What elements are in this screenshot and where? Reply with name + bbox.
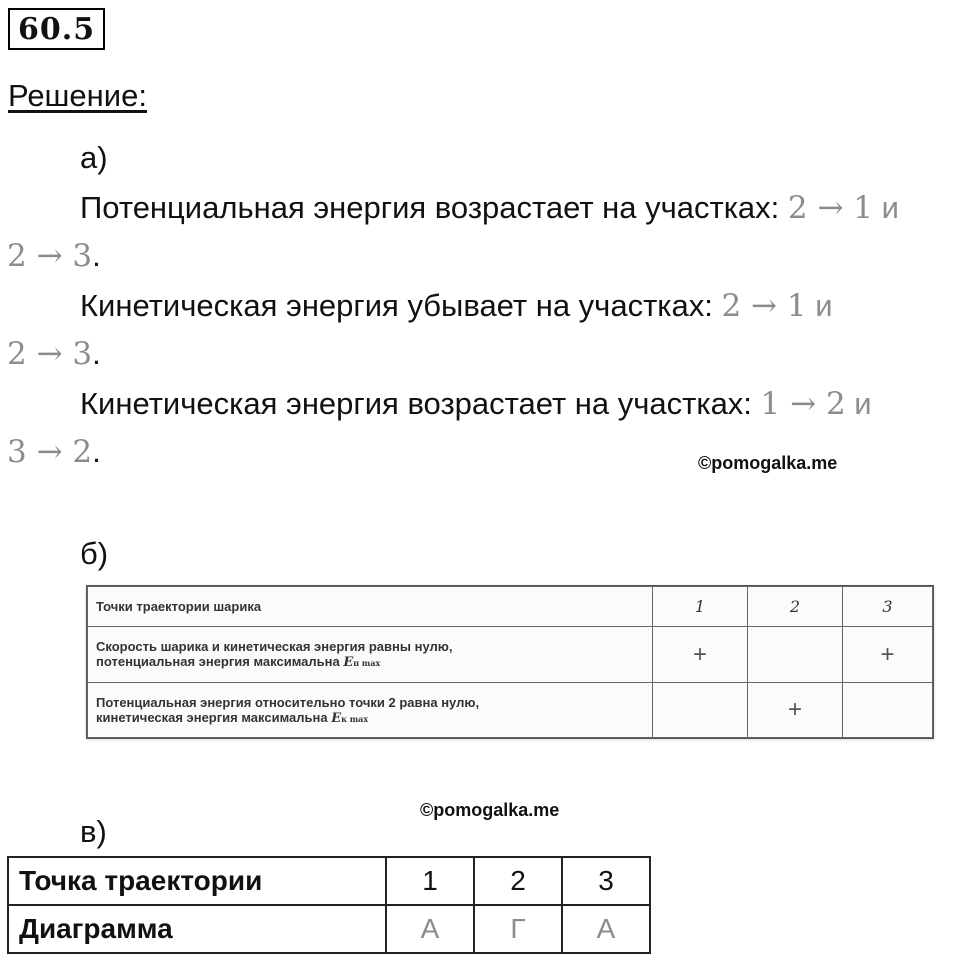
part-a-line-1-cont: [7, 236, 101, 276]
scan-row-2-mark-1: [653, 683, 748, 738]
part-a-line-1: [80, 188, 899, 228]
scanned-table: [86, 585, 934, 739]
scan-row-1-mark-1: +: [653, 627, 748, 683]
line-3-cont-math: 3 → 2: [7, 434, 93, 470]
part-a-line-2-cont: [7, 334, 101, 374]
line-1-period: .: [92, 238, 101, 273]
watermark-2: ©pomogalka.me: [420, 800, 560, 820]
line-1-cont-math: 2 → 3: [7, 238, 93, 274]
scan-row-2-line-1: Потенциальная энергия относительно точки 2 равна нулю,: [96, 694, 480, 710]
line-2-period: .: [92, 336, 101, 371]
row-2-label: Диаграмма: [8, 905, 386, 953]
line-1-math: 2 → 1: [787, 190, 874, 226]
part-a-line-3: [80, 384, 872, 424]
diagram-table: [7, 856, 651, 954]
row-1-label: Точка траектории: [8, 857, 386, 905]
line-3-period: .: [92, 434, 101, 469]
row-1-value-1: 1: [386, 857, 474, 905]
scan-col-3: 3: [843, 587, 933, 627]
row-2-value-2: Г: [474, 905, 562, 953]
scan-row-2-mark-2: +: [748, 683, 843, 738]
scan-row-1-line-1: Скорость шарика и кинетическая энергия равны нулю,: [96, 639, 453, 654]
scan-header-label: Точки траектории шарика: [88, 587, 653, 627]
line-1-text: Потенциальная энергия возрастает на участках:: [80, 190, 788, 225]
line-1-and: и: [873, 190, 899, 225]
line-3-text: Кинетическая энергия возрастает на участках:: [80, 386, 761, 421]
part-a-label: а): [80, 140, 108, 175]
row-1-value-3: 3: [562, 857, 650, 905]
scan-row-2-text: [88, 683, 653, 738]
row-2-value-1: А: [386, 905, 474, 953]
scan-col-2: 2: [748, 587, 843, 627]
line-3-math: 1 → 2: [760, 386, 846, 422]
part-a-line-3-cont: [7, 432, 101, 472]
part-v-label: в): [80, 814, 107, 849]
row-2-value-3: А: [562, 905, 650, 953]
watermark-1: ©pomogalka.me: [698, 453, 838, 473]
line-2-math: 2 → 1: [721, 288, 807, 324]
scan-row-1-mark-3: +: [843, 627, 933, 683]
scan-row-1-text: [88, 627, 653, 683]
line-2-and: и: [806, 288, 833, 323]
scan-col-1: 1: [653, 587, 748, 627]
row-1-value-2: 2: [474, 857, 562, 905]
line-2-cont-math: 2 → 3: [7, 336, 93, 372]
line-2-text: Кинетическая энергия убывает на участках:: [80, 288, 722, 323]
scan-row-2-line-2: кинетическая энергия максимальна Eк max: [96, 709, 369, 726]
scan-row-2-mark-3: [843, 683, 933, 738]
scan-row-1-mark-2: [748, 627, 843, 683]
solution-heading: Решение:: [8, 78, 147, 113]
part-a-line-2: [80, 286, 833, 326]
part-b-label: б): [80, 536, 109, 571]
problem-number: 60.5: [8, 8, 105, 50]
line-3-and: и: [845, 386, 872, 421]
scan-row-1-line-2: потенциальная энергия максимальна Eп max: [96, 654, 381, 670]
